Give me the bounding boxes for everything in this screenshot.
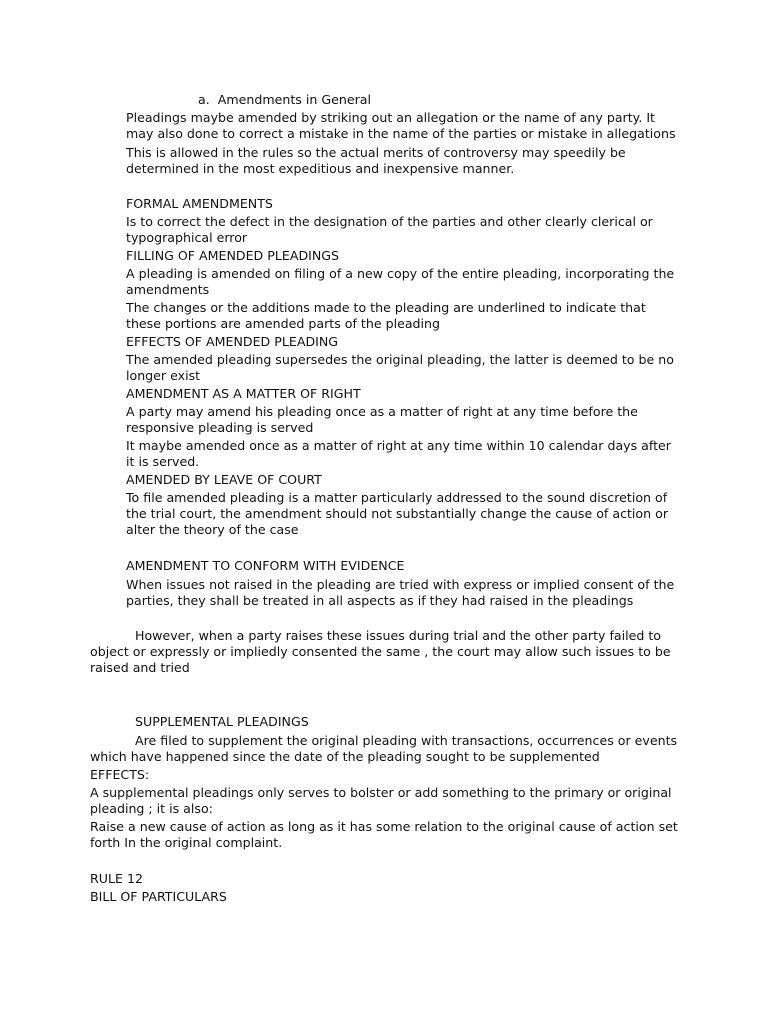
rule-number: RULE 12 xyxy=(90,871,143,886)
supplemental-heading xyxy=(90,714,309,730)
text-line: It maybe amended once as a matter of right at any time within 10 calendar days after xyxy=(126,438,671,453)
formal-amendments-body xyxy=(126,214,653,246)
text-line: parties, they shall be treated in all aspects as if they had raised in the pleadings xyxy=(126,593,634,608)
formal-amendments-heading: FORMAL AMENDMENTS xyxy=(126,196,273,211)
however-paragraph xyxy=(90,628,671,676)
text-line: A supplemental pleadings only serves to bolster or add something to the primary or original xyxy=(90,785,672,800)
filling-heading: FILLING OF AMENDED PLEADINGS xyxy=(126,248,340,263)
text-line: the trial court, the amendment should not substantially change the cause of action or xyxy=(126,506,669,521)
text-line: these portions are amended parts of the pleading xyxy=(126,316,441,331)
text-line: The changes or the additions made to the pleading are underlined to indicate that xyxy=(126,300,646,315)
conform-evidence-heading: AMENDMENT TO CONFORM WITH EVIDENCE xyxy=(126,558,405,573)
supplemental-body xyxy=(90,733,677,765)
intro-paragraph-1 xyxy=(126,110,676,142)
text-line: A party may amend his pleading once as a matter of right at any time before the xyxy=(126,404,638,419)
text-line-content: However, when a party raises these issues during trial and the other party failed to xyxy=(135,628,661,643)
text-line: responsive pleading is served xyxy=(126,420,314,435)
text-line-content: Are filed to supplement the original pleading with transactions, occurrences or events xyxy=(135,733,678,748)
text-line: The amended pleading supersedes the original pleading, the latter is deemed to be no xyxy=(126,352,674,367)
text-line: Is to correct the defect in the designation of the parties and other clearly clerical or xyxy=(126,214,653,229)
matter-of-right-paragraph-1 xyxy=(126,404,638,436)
intro-paragraph-2 xyxy=(126,145,626,177)
leave-of-court-body xyxy=(126,490,668,538)
conform-evidence-body xyxy=(126,577,674,609)
text-line xyxy=(90,733,677,749)
text-line: amendments xyxy=(126,282,210,297)
text-line: This is allowed in the rules so the actual merits of controversy may speedily be xyxy=(126,145,626,160)
leave-of-court-heading: AMENDED BY LEAVE OF COURT xyxy=(126,472,322,487)
filling-paragraph-1 xyxy=(126,266,674,298)
text-line: determined in the most expeditious and inexpensive manner. xyxy=(126,161,515,176)
text-line: alter the theory of the case xyxy=(126,522,299,537)
text-line: raised and tried xyxy=(90,660,190,675)
section-a-heading xyxy=(198,92,371,108)
effects-paragraph-2 xyxy=(90,819,678,851)
text-line: Raise a new cause of action as long as it has some relation to the original cause of action set xyxy=(90,819,678,834)
text-line: A pleading is amended on filing of a new copy of the entire pleading, incorporating the xyxy=(126,266,675,281)
matter-of-right-heading: AMENDMENT AS A MATTER OF RIGHT xyxy=(126,386,361,401)
effects-paragraph-1 xyxy=(90,785,672,817)
rule-title: BILL OF PARTICULARS xyxy=(90,889,227,904)
text-line: pleading ; it is also: xyxy=(90,801,213,816)
text-line: forth In the original complaint. xyxy=(90,835,283,850)
list-marker: a. xyxy=(198,92,210,107)
text-line: Pleadings maybe amended by striking out an allegation or the name of any party. It xyxy=(126,110,655,125)
text-line: it is served. xyxy=(126,454,200,469)
supplemental-heading-text: SUPPLEMENTAL PLEADINGS xyxy=(135,714,309,729)
text-line: typographical error xyxy=(126,230,248,245)
section-a-title: Amendments in General xyxy=(217,92,371,107)
text-line: object or expressly or impliedly consented the same , the court may allow such issues to be xyxy=(90,644,671,659)
filling-paragraph-2 xyxy=(126,300,646,332)
effects-amended-heading: EFFECTS OF AMENDED PLEADING xyxy=(126,334,339,349)
text-line: To file amended pleading is a matter particularly addressed to the sound discretion of xyxy=(126,490,668,505)
text-line: may also done to correct a mistake in the name of the parties or mistake in allegations xyxy=(126,126,676,141)
text-line xyxy=(90,628,671,644)
text-line: which have happened since the date of the pleading sought to be supplemented xyxy=(90,749,600,764)
matter-of-right-paragraph-2 xyxy=(126,438,671,470)
effects-amended-body xyxy=(126,352,674,384)
effects-heading: EFFECTS: xyxy=(90,767,150,782)
text-line: longer exist xyxy=(126,368,201,383)
text-line: When issues not raised in the pleading are tried with express or implied consent of the xyxy=(126,577,675,592)
